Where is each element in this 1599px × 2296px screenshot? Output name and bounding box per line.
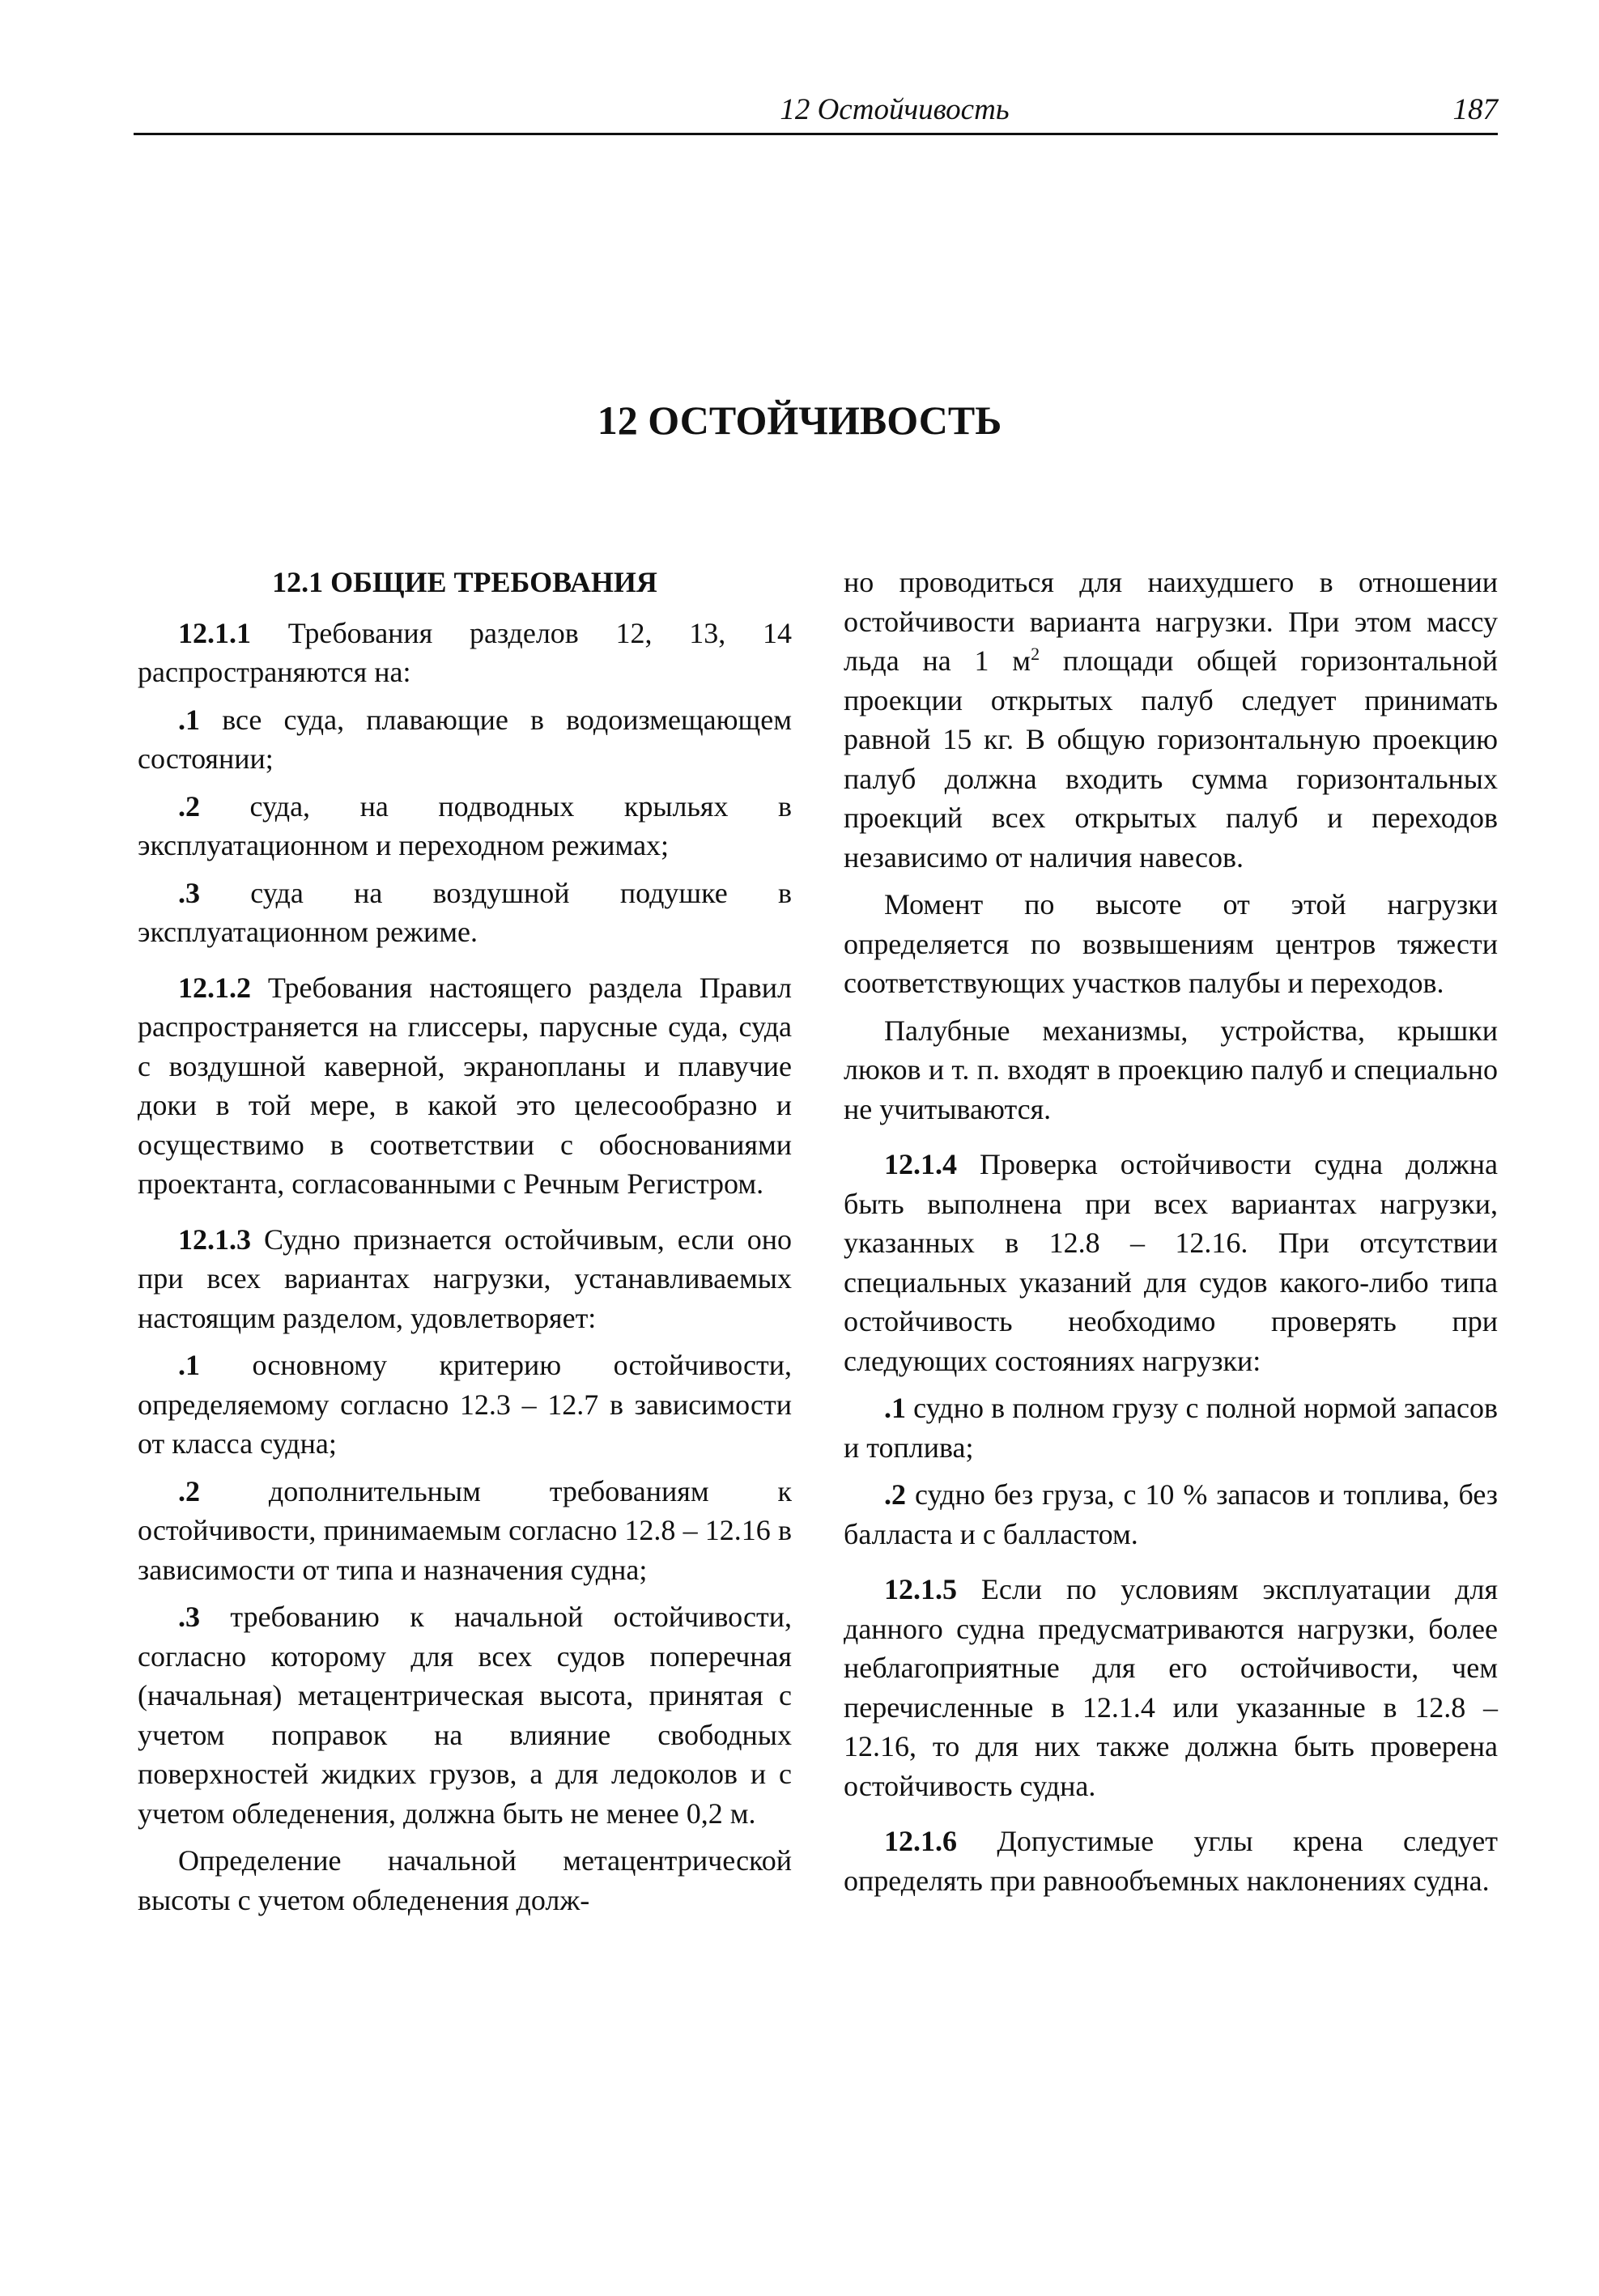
item-number: .2 (884, 1478, 906, 1511)
right-column (844, 563, 1498, 1908)
list-item (138, 874, 792, 952)
paragraph-12-1-4 (844, 1145, 1498, 1380)
paragraph-12-1-5 (844, 1570, 1498, 1805)
list-item (138, 787, 792, 865)
paragraph-12-1-6 (844, 1822, 1498, 1900)
item-text: дополнительным требованиям к остойчивости, принимаемым согласно 12.8 – 12.16 в зависимости от типа и назначения судна; (138, 1474, 793, 1586)
item-number: .1 (178, 703, 200, 736)
paragraph-icing-continued (844, 563, 1498, 877)
clause-number: 12.1.2 (178, 971, 251, 1004)
list-item (844, 1475, 1498, 1554)
running-header (134, 87, 1498, 135)
item-number: .2 (178, 789, 200, 823)
item-text: основному критерию остойчивости, определяемому согласно 12.3 – 12.7 в зависимости от класса судна; (138, 1349, 793, 1460)
item-text: суда, на подводных крыльях в эксплуатационном и переходном режимах; (138, 789, 792, 861)
paragraph-12-1-3 (138, 1220, 792, 1338)
list-item (138, 1472, 792, 1590)
clause-text: Если по условиям эксплуатации для данного судна предусматриваются нагрузки, более неблагоприятные для его остойчивости, чем перечисленные в 12.1.4 или указанные в 12.8 – 12.16, то для них также должна быть проверена остойчивость судна. (844, 1573, 1498, 1802)
paragraph-deck: Палубные механизмы, устройства, крышки люков и т. п. входят в проекцию палуб и специально не учитываются. (844, 1014, 1498, 1125)
clause-number: 12.1.6 (884, 1825, 957, 1857)
item-number: .3 (178, 876, 200, 909)
clause-number: 12.1.3 (178, 1222, 251, 1256)
clause-text: Требования настоящего раздела Правил распространяется на глиссеры, парусные суда, суда с воздушной каверной, экранопланы и плавучие доки в той мере, в какой это целесообразно и осуществимо в соответствии с обоснованиями проектанта, согласованными с Речным Регистром. (138, 971, 793, 1200)
clause-number: 12.1.5 (884, 1573, 957, 1605)
list-item (138, 1346, 792, 1464)
item-number: .2 (178, 1474, 200, 1507)
clause-text: Судно признается остойчивым, если оно при всех вариантах нагрузки, устанавливаемых настоящим разделом, удовлетворяет: (138, 1222, 793, 1334)
superscript: 2 (1031, 644, 1040, 664)
paragraph-icing-start: Определение начальной метацентрической высоты с учетом обледенения долж- (138, 1844, 792, 1916)
item-text: суда на воздушной подушке в эксплуатационном режиме. (138, 876, 792, 948)
icing-text-a: но проводиться для наихудшего в отношении остойчивости варианта нагрузки. При этом массу льда на 1 м (844, 566, 1498, 677)
page-number: 187 (1452, 93, 1498, 126)
item-number: .3 (178, 1601, 200, 1633)
left-column (138, 563, 792, 1928)
clause-text: Проверка остойчивости судна должна быть выполнена при всех вариантах нагрузки, указанных в 12.8 – 12.16. При отсутствии специальных указаний для судов какого-либо типа остойчивость необходимо проверять при следующих состояниях нагрузки: (844, 1148, 1498, 1377)
icing-text-b: площади общей горизонтальной проекции открытых палуб следует принимать равной 15 кг. В общую горизонтальную проекцию палуб должна входить сумма горизонтальных проекций всех открытых палуб и переходов независимо от наличия навесов. (844, 644, 1498, 874)
clause-number: 12.1.4 (884, 1148, 957, 1180)
item-text: судно без груза, с 10 % запасов и топлива, без балласта и с балластом. (844, 1478, 1499, 1550)
paragraph-12-1-1 (138, 614, 792, 692)
paragraph-moment: Момент по высоте от этой нагрузки определяется по возвышениям центров тяжести соответствующих участков палубы и переходов. (844, 888, 1498, 999)
paragraph-12-1-2 (138, 968, 792, 1204)
item-number: .1 (884, 1392, 906, 1424)
item-text: все суда, плавающие в водоизмещающем состоянии; (138, 703, 793, 775)
section-heading: 12.1 ОБЩИЕ ТРЕБОВАНИЯ (272, 566, 657, 598)
list-item (138, 700, 792, 779)
clause-number: 12.1.1 (178, 616, 251, 649)
item-number: .1 (178, 1349, 200, 1381)
item-text: судно в полном грузу с полной нормой запасов и топлива; (844, 1392, 1499, 1464)
chapter-title: 12 ОСТОЙЧИВОСТЬ (597, 398, 1002, 443)
running-title: 12 Остойчивость (780, 93, 1010, 126)
item-text: требованию к начальной остойчивости, согласно которому для всех судов поперечная (начальная) метацентрическая высота, принятая с учетом поправок на влияние свободных поверхностей жидких грузов, а для ледоколов и с учетом обледенения, должна быть не менее 0,2 м. (138, 1601, 792, 1830)
clause-text: Допустимые углы крена следует определять при равнообъемных наклонениях судна. (844, 1825, 1498, 1897)
list-item (138, 1597, 792, 1833)
clause-text: Требования разделов 12, 13, 14 распространяются на: (138, 616, 793, 688)
list-item (844, 1388, 1498, 1467)
